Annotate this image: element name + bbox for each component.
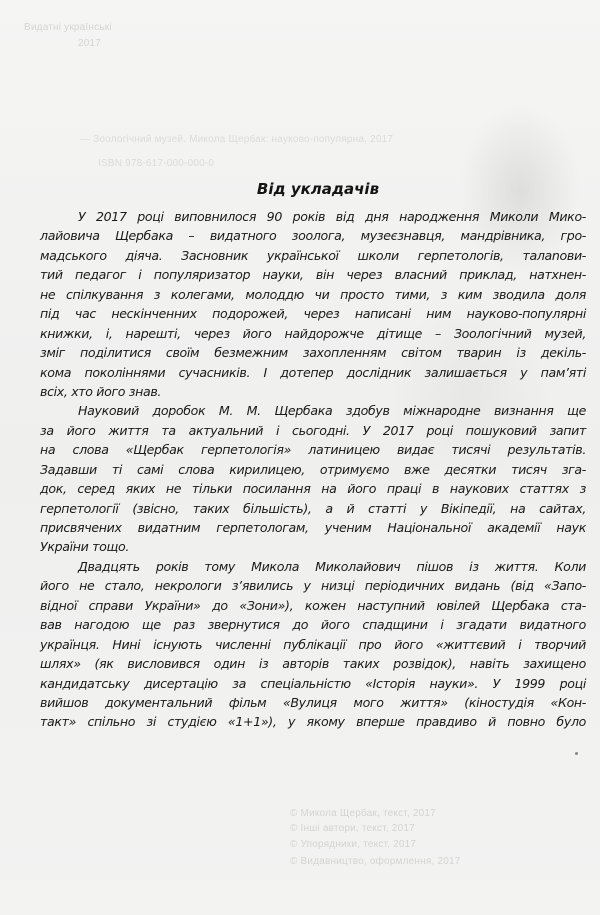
text-line: відної справи України» до «Зони»), кожен наступний ювілей Щербака ста- bbox=[40, 597, 586, 613]
paragraph-1 bbox=[40, 207, 586, 401]
text-line: мадського діяча. Засновник української школи герпетологів, талanoви- bbox=[40, 247, 586, 263]
paragraph-3 bbox=[40, 557, 586, 732]
text-line: під час нескінченних подорожей, через написані ним науково-популярні bbox=[40, 306, 586, 322]
bleed-through-text: ISBN 978-617-000-000-0 bbox=[98, 158, 215, 169]
bleed-through-text: 2017 bbox=[78, 38, 102, 49]
text-line: Задавши ті самі слова кирилицею, отримуємо вже десятки тисяч зга- bbox=[40, 461, 586, 477]
text-line: док, серед яких не тільки посилання на його праці в наукових статтях з bbox=[40, 481, 586, 497]
text-line: У 2017 році виповнилося 90 років від дня народження Миколи Мико- bbox=[78, 209, 586, 224]
bleed-through-text: © Упорядники, текст, 2017 bbox=[290, 839, 417, 850]
text-line: його не стало, некрологи з’явились у низці періодичних видань (від «Запо- bbox=[40, 578, 586, 594]
text-line: зміг поділитися своїм безмежним захопленням світом тварин із декіль- bbox=[40, 345, 586, 361]
text-line: такт» спільно зі студією «1+1»), у якому вперше правдиво й повно було bbox=[40, 714, 586, 730]
bleed-through-text: © Видавництво, оформлення, 2017 bbox=[290, 856, 461, 867]
bleed-through-text: © Інші автори, текст, 2017 bbox=[290, 823, 415, 834]
text-line: українця. Нині існують численні публікації про його «життєвий і творчий bbox=[40, 636, 586, 652]
scan-speck bbox=[575, 752, 578, 755]
paragraph-2 bbox=[40, 401, 586, 557]
text-line: герпетології (звісно, таких більшість), а й статті у Вікіпедії, на сайтах, bbox=[40, 500, 586, 516]
bleed-through-text: — Зоологічний музей. Микола Щербак: науково-популярна, 2017 bbox=[80, 134, 394, 145]
text-line: присвячених видатним герпетологам, ученим Національної академії наук bbox=[40, 520, 586, 535]
text-line: України тощо. bbox=[40, 539, 129, 555]
text-line: Науковий доробок М. М. Щербака здобув міжнародне визнання ще bbox=[78, 403, 586, 419]
body-text bbox=[40, 207, 586, 732]
text-line: всіх, хто його знав. bbox=[40, 383, 162, 399]
text-line: на слова «Щербак герпетологія» латиницею видає тисячі результатів. bbox=[40, 442, 586, 458]
text-line: Двадцять років тому Микола Миколайович пішов із життя. Коли bbox=[78, 558, 586, 574]
text-line: вийшов документальний фільм «Вулиця мого життя» (кіностудія «Кон- bbox=[40, 694, 586, 710]
text-line: шлях» (як висловився один із авторів таких розвідок), навіть захищено bbox=[40, 656, 586, 672]
text-line: вав нагодою ще раз звернутися до його спадщини і згадати видатного bbox=[40, 617, 586, 633]
page-heading: Від укладачів bbox=[256, 180, 380, 198]
text-line: кома поколіннями сучасників. І дотепер дослідник залишається у пам’яті bbox=[40, 364, 586, 380]
bleed-through-text: Видатні українські bbox=[24, 22, 112, 33]
text-line: тий педагог і популяризатор науки, він через власний приклад, натхнен- bbox=[40, 267, 586, 283]
bleed-through-text: © Микола Щербак, текст, 2017 bbox=[290, 808, 436, 819]
text-line: за його життя та актуальний і сьогодні. У 2017 році пошуковий запит bbox=[40, 422, 586, 438]
text-line: кандидатську дисертацію за спеціальністю «Історія науки». У 1999 році bbox=[40, 675, 586, 691]
text-line: не спілкування з колегами, молоддю чи просто тими, з ким зводила доля bbox=[40, 286, 586, 302]
text-line: книжки, і, нарешті, через його найдорожче дітище – Зоологічний музей, bbox=[40, 325, 586, 341]
text-line: лайовича Щербака – видатного зоолога, музеєзнавця, мандрівника, гро- bbox=[40, 228, 586, 244]
